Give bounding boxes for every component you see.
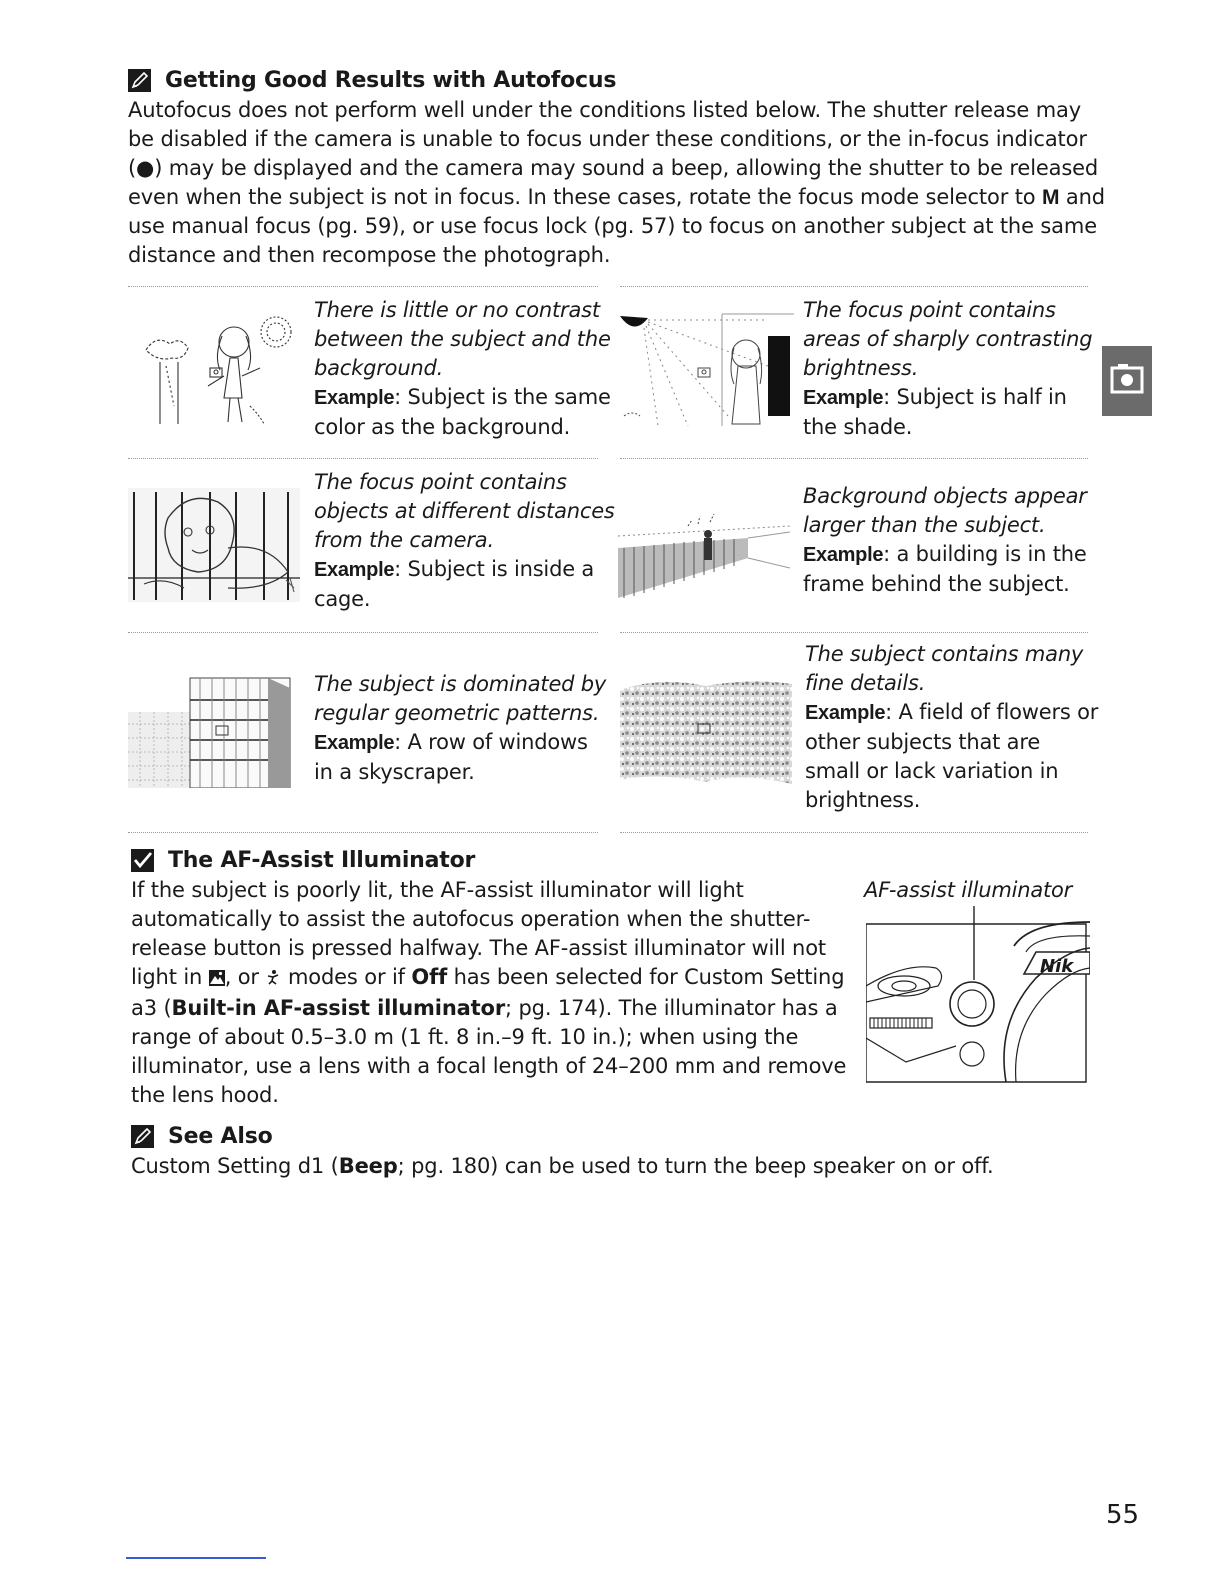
text-line: light in , or modes or if Off has been selected for Custom Setting <box>131 963 846 994</box>
af-assist-heading <box>131 848 475 873</box>
text-line: automatically to assist the autofocus operation when the shutter- <box>131 907 811 931</box>
condition-background-objects: Background objects appear larger than the subject. Example: a building is in the frame behind the subject. <box>803 484 1087 596</box>
footer-rule <box>126 1557 266 1559</box>
text-line: even when the subject is not in focus. In these cases, rotate the focus mode selector to M and <box>128 185 1105 209</box>
grid-divider <box>620 632 1088 633</box>
condition-low-contrast: There is little or no contrast between the subject and the background. Example: Subject is the same color as the background. <box>314 298 611 439</box>
text-line: Custom Setting d1 (Beep; pg. 180) can be used to turn the beep speaker on or off. <box>131 1154 994 1178</box>
text-line: distance and then recompose the photograph. <box>128 243 611 267</box>
illustration-low-contrast <box>138 306 303 434</box>
grid-divider <box>620 286 1088 287</box>
af-assist-title: The AF-Assist Illuminator <box>168 848 476 873</box>
grid-divider <box>620 458 1088 459</box>
text-line: use manual focus (pg. 59), or use focus lock (pg. 57) to focus on another subject at the same <box>128 214 1097 238</box>
camera-brand-label: Nik <box>1040 956 1074 977</box>
text-line: If the subject is poorly lit, the AF-assist illuminator will light <box>131 878 744 902</box>
see-also-paragraph <box>131 1152 994 1181</box>
see-also-title: See Also <box>168 1124 273 1149</box>
text-line: Autofocus does not perform well under the conditions listed below. The shutter release may <box>128 98 1082 122</box>
text-line: illuminator, use a lens with a focal length of 24–200 mm and remove <box>131 1054 847 1078</box>
pencil-note-icon <box>128 69 151 92</box>
illustration-camera-af-assist <box>866 906 1090 1086</box>
text-line: (●) may be displayed and the camera may sound a beep, allowing the shutter to be released <box>128 156 1099 180</box>
condition-geometric-patterns: The subject is dominated by regular geometric patterns. Example: A row of windows in a skyscraper. <box>314 672 607 784</box>
checkmark-icon <box>131 849 154 872</box>
manual-focus-letter: M <box>1042 186 1060 209</box>
grid-divider <box>128 458 598 459</box>
illustration-geometric-patterns <box>128 672 302 788</box>
see-also-heading <box>131 1124 273 1149</box>
grid-divider <box>128 832 598 833</box>
grid-divider <box>620 832 1088 833</box>
text-line: the lens hood. <box>131 1083 279 1107</box>
text-line: range of about 0.5–3.0 m (1 ft. 8 in.–9 ft. 10 in.); when using the <box>131 1025 799 1049</box>
condition-fine-details: The subject contains many fine details. Example: A field of flowers or other subjects that are small or lack variation in brightness. <box>805 642 1099 812</box>
illustration-sharp-contrast <box>618 306 794 430</box>
autofocus-heading <box>128 68 616 93</box>
landscape-mode-icon <box>209 965 225 994</box>
illustration-fine-details <box>620 676 792 786</box>
condition-sharp-contrast: The focus point contains areas of sharply contrasting brightness. Example: Subject is half in the shade. <box>803 298 1093 439</box>
af-assist-figure-label: AF-assist illuminator <box>864 878 1073 902</box>
grid-divider <box>128 286 598 287</box>
autofocus-paragraph <box>128 96 1105 270</box>
camera-tab-icon <box>1102 346 1152 416</box>
autofocus-title: Getting Good Results with Autofocus <box>165 68 617 93</box>
text-line: release button is pressed halfway. The AF-assist illuminator will not <box>131 936 826 960</box>
child-mode-icon <box>265 964 281 993</box>
text-line: a3 (Built-in AF-assist illuminator; pg. 174). The illuminator has a <box>131 996 838 1020</box>
condition-cage: The focus point contains objects at different distances from the camera. Example: Subject is inside a cage. <box>314 470 615 611</box>
text-line: be disabled if the camera is unable to focus under these conditions, or the in-focus indicator <box>128 127 1087 151</box>
grid-divider <box>128 632 598 633</box>
illustration-cage <box>128 488 300 602</box>
af-assist-paragraph <box>131 876 846 1110</box>
pencil-note-icon <box>131 1125 154 1148</box>
page-number: 55 <box>1106 1500 1140 1530</box>
illustration-background-objects <box>618 508 790 602</box>
